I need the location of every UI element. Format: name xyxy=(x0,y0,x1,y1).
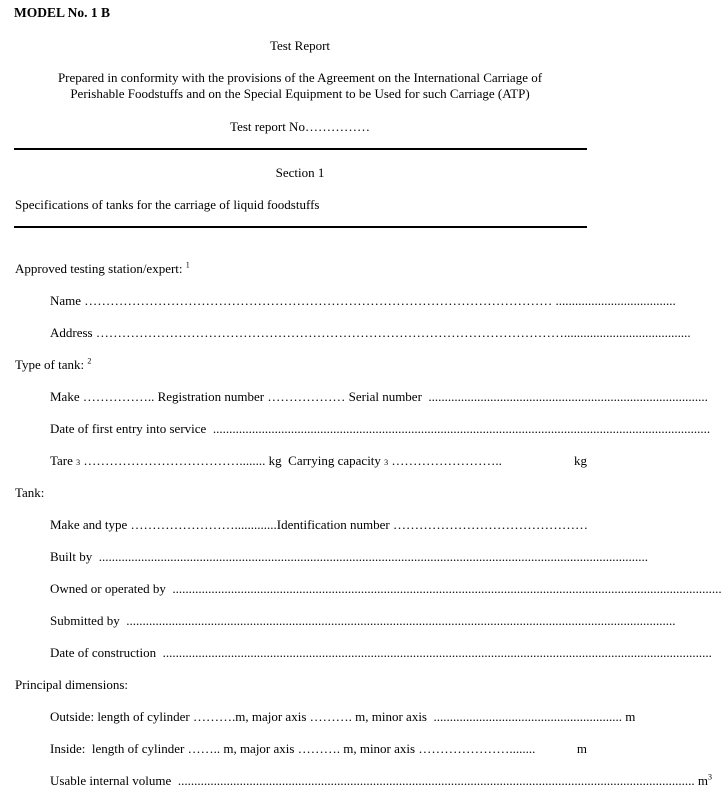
inside-minor-field[interactable]: …………………........ xyxy=(418,741,536,756)
make-type-row xyxy=(50,516,587,533)
registration-label: Registration number xyxy=(157,389,265,404)
model-number: MODEL No. 1 B xyxy=(14,5,111,20)
built-field[interactable]: ......................................................................................................................................................................... xyxy=(98,549,649,564)
usable-volume-label: Usable internal volume xyxy=(50,773,172,788)
footnote-1: 1 xyxy=(185,260,190,270)
tank-type-heading: Type of tank: $^2$ xyxy=(15,356,92,372)
dimensions-heading: Principal dimensions: xyxy=(15,677,129,692)
report-number: Test report No…………… xyxy=(230,119,370,134)
first-entry-row xyxy=(50,420,711,437)
outside-minor-unit: m xyxy=(625,709,636,724)
outside-row: Outside: length of cylinder ………. m , major axis ………. m , minor axis .......................................................... m xyxy=(50,709,636,724)
outside-major-field[interactable]: ………. xyxy=(309,709,352,724)
inside-cylinder-field[interactable]: …….. xyxy=(187,741,221,756)
inside-cylinder-unit: m xyxy=(223,741,234,756)
first-entry-label: Date of first entry into service xyxy=(50,421,207,436)
make-type-label: Make and type xyxy=(50,517,128,532)
owned-row xyxy=(50,580,722,597)
registration-field[interactable]: ……………… xyxy=(267,389,346,404)
divider-bottom xyxy=(14,226,587,228)
name-label: Name xyxy=(50,293,82,308)
outside-minor-field[interactable]: .......................................................... xyxy=(433,709,622,724)
submitted-row xyxy=(50,612,676,629)
capacity-field[interactable]: …………………….. xyxy=(391,453,502,468)
inside-minor-unit: m xyxy=(576,741,587,756)
tank-heading: Tank: xyxy=(15,485,45,500)
outside-cylinder-field[interactable]: ………. xyxy=(192,709,236,724)
tare-row: Tare 3 ………………………………........ kg Carrying capacity 3 …………………….. kg xyxy=(50,453,587,468)
section-title: Section 1 xyxy=(275,165,325,180)
name-row xyxy=(50,292,676,309)
tare-unit: kg xyxy=(268,453,282,468)
conformity-line-2: Perishable Foodstuffs and on the Special Equipment to be Used for such Carriage (ATP) xyxy=(70,86,530,101)
outside-cylinder-unit: m xyxy=(235,709,246,724)
serial-field[interactable]: ...................................................................................... xyxy=(428,389,708,404)
owned-label: Owned or operated by xyxy=(50,581,166,596)
make-type-field[interactable]: ……………………............. xyxy=(130,517,277,532)
inside-major-unit: m xyxy=(343,741,354,756)
name-field[interactable]: ……………………………………………………………………………………………… ..................................... xyxy=(84,293,676,308)
inside-cylinder-label: length of cylinder xyxy=(91,741,185,756)
inside-minor-label: minor axis xyxy=(359,741,416,756)
usable-volume-field[interactable]: ............................................................................................................................................................... xyxy=(177,773,695,788)
inside-label: Inside: xyxy=(50,741,86,756)
capacity-unit: kg xyxy=(574,453,587,468)
outside-major-unit: m xyxy=(355,709,366,724)
inside-row: Inside: length of cylinder …….. m , major axis ………. m , minor axis …………………........ m xyxy=(50,741,587,756)
identification-label: Identification number xyxy=(276,517,390,532)
capacity-label: Carrying capacity xyxy=(288,453,381,468)
first-entry-field[interactable]: ......................................................................................................................................................... xyxy=(212,421,711,436)
built-label: Built by xyxy=(50,549,93,564)
built-row xyxy=(50,548,649,565)
outside-minor-label: minor axis xyxy=(371,709,427,724)
tare-label: Tare xyxy=(50,453,73,468)
conformity-line-1: Prepared in conformity with the provisions of the Agreement on the International Carriage of xyxy=(57,70,543,85)
construction-label: Date of construction xyxy=(50,645,157,660)
make-label: Make xyxy=(50,389,80,404)
make-field[interactable]: …………….. xyxy=(82,389,155,404)
divider-top xyxy=(14,148,587,150)
report-title: Test Report xyxy=(269,38,331,53)
construction-row xyxy=(50,644,712,661)
station-heading: Approved testing station/expert: $^1$ xyxy=(15,260,190,276)
section-subtitle: Specifications of tanks for the carriage of liquid foodstuffs xyxy=(15,197,320,212)
submitted-field[interactable]: ......................................................................................................................................................................... xyxy=(126,613,676,628)
construction-field[interactable]: ......................................................................................................................................................................... xyxy=(162,645,712,660)
outside-label: Outside: xyxy=(50,709,95,724)
usable-volume-unit: $m^3$ xyxy=(697,772,712,788)
outside-cylinder-label: length of cylinder xyxy=(97,709,190,724)
owned-field[interactable]: ......................................................................................................................................................................... xyxy=(172,581,722,596)
inside-major-field[interactable]: ………. xyxy=(297,741,340,756)
inside-major-label: major axis xyxy=(239,741,295,756)
address-label: Address xyxy=(50,325,93,340)
make-row xyxy=(50,388,708,405)
tare-field[interactable]: ………………………………........ xyxy=(83,453,266,468)
outside-major-label: major axis xyxy=(251,709,307,724)
submitted-label: Submitted by xyxy=(50,613,120,628)
identification-field[interactable]: ……………………………………… xyxy=(393,517,589,532)
usable-volume-row xyxy=(50,772,712,789)
serial-label: Serial number xyxy=(348,389,422,404)
address-row xyxy=(50,324,691,341)
address-field[interactable]: ………………………………………………………………………………………………....................................... xyxy=(95,325,691,340)
footnote-2: 2 xyxy=(87,356,92,366)
